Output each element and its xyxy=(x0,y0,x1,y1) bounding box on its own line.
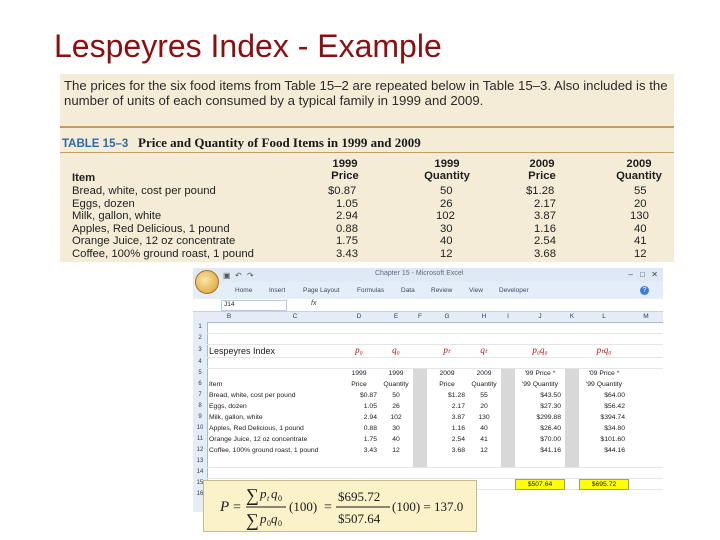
cell-item[interactable]: Bread, white, cost per pound xyxy=(209,392,296,399)
cell-header[interactable]: '99 Quantity xyxy=(521,381,559,388)
formula-result: (100) = 137.0 xyxy=(392,499,464,514)
cell-value: 50 xyxy=(440,185,453,197)
cell-value: 1.05 xyxy=(336,197,358,210)
header-line: Price xyxy=(331,170,359,182)
cell-value[interactable]: 1.75 xyxy=(363,436,377,443)
cell-value[interactable]: $394.74 xyxy=(600,414,625,421)
table-row xyxy=(60,210,674,223)
formula-num-sub-0: 0 xyxy=(278,494,282,503)
col-header-c[interactable]: C xyxy=(251,312,340,323)
row-header[interactable]: 4 xyxy=(193,357,208,369)
cell-value: 2.17 xyxy=(534,197,556,210)
cell-value: 26 xyxy=(440,197,453,210)
formula-den-sub-0: 0 xyxy=(267,519,271,528)
header-p1999 xyxy=(324,158,366,182)
header-p2009 xyxy=(522,158,562,182)
row-header[interactable]: 10 xyxy=(193,423,208,435)
cell-value[interactable]: 30 xyxy=(392,425,400,432)
cell-item: Apples, Red Delicious, 1 pound xyxy=(72,222,230,235)
formula-multiplier: (100) xyxy=(289,499,318,514)
tab-page-layout[interactable]: Page Layout xyxy=(303,287,340,294)
symbol-p0q0[interactable]: p₀q₀ xyxy=(532,345,548,355)
cell-item: Coffee, 100% ground roast, 1 pound xyxy=(72,247,254,260)
row-header[interactable]: 8 xyxy=(193,401,208,413)
title-bar xyxy=(193,268,663,282)
cell-value: 1.75 xyxy=(336,235,358,247)
cell-value[interactable]: 41 xyxy=(480,436,488,443)
close-icon[interactable]: ✕ xyxy=(651,270,658,279)
cell-value[interactable]: $43.50 xyxy=(540,392,561,399)
formula-bar xyxy=(193,299,663,312)
cell-value: 30 xyxy=(440,222,453,235)
tab-home[interactable]: Home xyxy=(235,287,253,294)
row-header[interactable]: 9 xyxy=(193,412,208,424)
window-title: Chapter 15 - Microsoft Excel xyxy=(375,270,464,277)
formula-num-q: q xyxy=(271,486,278,501)
formula-num-sub-t: t xyxy=(267,494,270,503)
cell-value[interactable]: $41.16 xyxy=(540,447,561,454)
cell-header[interactable]: 1999 xyxy=(351,370,367,377)
row-header[interactable]: 15 xyxy=(193,478,208,490)
header-q1999 xyxy=(420,158,474,182)
shaded-column xyxy=(413,368,427,468)
formula-numerator-value: $695.72 xyxy=(338,489,381,504)
col-header-i[interactable]: I xyxy=(501,312,516,323)
cell-header[interactable]: Quantity xyxy=(471,381,497,388)
cell-item: Milk, gallon, white xyxy=(72,210,162,222)
formula-denominator-value: $507.64 xyxy=(338,511,381,526)
tab-formulas[interactable]: Formulas xyxy=(357,287,385,294)
formula-den-p: p xyxy=(260,511,267,526)
row-header[interactable]: 2 xyxy=(193,333,208,345)
textbook-excerpt xyxy=(60,74,674,262)
cell-value: 40 xyxy=(634,222,647,235)
row-header[interactable]: 14 xyxy=(193,467,208,479)
table-row xyxy=(60,198,674,211)
cell-value[interactable]: 20 xyxy=(480,403,488,410)
cell-value[interactable]: $299.88 xyxy=(536,414,561,421)
col-header-l[interactable]: L xyxy=(579,312,630,323)
cell-value: 130 xyxy=(630,210,649,222)
tab-data[interactable]: Data xyxy=(401,287,415,294)
cell-value[interactable]: $44.16 xyxy=(604,447,625,454)
cell-item[interactable]: Orange Juice, 12 oz concentrate xyxy=(209,436,308,443)
table-title: Price and Quantity of Food Items in 1999 and 2009 xyxy=(138,135,421,150)
ribbon-tabs xyxy=(193,282,663,300)
cell-value[interactable]: $70.00 xyxy=(540,436,561,443)
gridline xyxy=(207,467,663,468)
cell-header[interactable]: Quantity xyxy=(383,381,409,388)
table-number: TABLE 15–3 xyxy=(62,138,129,150)
formula-equals: = xyxy=(233,500,241,515)
sum-symbol: ∑ xyxy=(246,485,259,505)
row-header[interactable]: 5 xyxy=(193,368,208,380)
symbol-q0[interactable]: q₀ xyxy=(392,345,400,355)
cell-header[interactable]: Price xyxy=(351,381,367,388)
gridline xyxy=(207,368,663,369)
cell-header[interactable]: '99 Price * xyxy=(524,370,556,377)
cell-value[interactable]: 130 xyxy=(478,414,490,421)
cell-header[interactable]: '99 Quantity xyxy=(585,381,623,388)
col-header-j[interactable]: J xyxy=(515,312,566,323)
header-line: Quantity xyxy=(424,170,470,182)
cell-value[interactable]: 12 xyxy=(392,447,400,454)
intro-text: The prices for the six food items from Table 15–2 are repeated below in Table 15–3. Also included is the number of units of each consumed by a typical family in 1999 and 2009. xyxy=(64,78,668,108)
symbol-pt[interactable]: pₜ xyxy=(443,345,451,355)
cell-value: 12 xyxy=(440,247,453,260)
cell-value[interactable]: $0.87 xyxy=(359,392,377,399)
header-line: 2009 xyxy=(626,158,652,170)
cell-item[interactable]: Coffee, 100% ground roast, 1 pound xyxy=(209,447,319,454)
col-header-m[interactable]: M xyxy=(629,312,663,323)
formula-num-p: p xyxy=(260,486,267,501)
cell-value: 2.94 xyxy=(336,210,358,222)
tab-view[interactable]: View xyxy=(469,287,483,294)
cell-value[interactable]: 3.43 xyxy=(363,447,377,454)
header-line: Quantity xyxy=(616,170,662,182)
symbol-qt[interactable]: qₜ xyxy=(480,345,488,355)
row-header[interactable]: 6 xyxy=(193,379,208,391)
cell-value: 41 xyxy=(634,235,647,247)
cell-value: 0.88 xyxy=(336,222,358,235)
cell-value: $1.28 xyxy=(526,185,555,197)
cell-header[interactable]: Price xyxy=(439,381,455,388)
header-line: Price xyxy=(528,170,556,182)
minimize-icon[interactable]: – xyxy=(628,270,633,279)
header-line: 1999 xyxy=(332,158,358,170)
cell-value[interactable]: 2.94 xyxy=(363,414,377,421)
cell-value: 2.54 xyxy=(534,235,556,247)
cell-value[interactable]: 102 xyxy=(390,414,402,421)
cell-value[interactable]: 3.68 xyxy=(451,447,465,454)
gridline xyxy=(207,333,663,334)
row-header[interactable]: 16 xyxy=(193,489,208,512)
save-icon[interactable]: ▣ xyxy=(223,271,231,280)
cell-item: Eggs, dozen xyxy=(72,197,135,210)
cell-value: 102 xyxy=(436,210,455,222)
shaded-column xyxy=(501,368,515,468)
cell-header[interactable]: 2009 xyxy=(439,370,455,377)
cell-item[interactable]: Milk, gallon, white xyxy=(209,414,263,421)
col-header-b[interactable]: B xyxy=(207,312,252,323)
fx-icon[interactable]: fx xyxy=(311,300,317,307)
undo-icon[interactable]: ↶ xyxy=(235,271,242,280)
cell-header[interactable]: Item xyxy=(209,381,223,388)
cell-value[interactable]: $101.60 xyxy=(600,436,625,443)
sheet-title[interactable]: Lespeyres Index xyxy=(209,346,276,356)
cell-value: $0.87 xyxy=(328,185,357,197)
excel-window xyxy=(193,268,663,512)
shaded-column xyxy=(565,368,579,468)
col-header-g[interactable]: G xyxy=(427,312,468,323)
cell-value: 20 xyxy=(634,197,647,210)
sum-symbol: ∑ xyxy=(246,510,259,530)
row-header[interactable]: 11 xyxy=(193,434,208,446)
row-header[interactable]: 12 xyxy=(193,445,208,457)
slide-title: Lespeyres Index - Example xyxy=(54,28,442,64)
cell-value[interactable]: $64.00 xyxy=(604,392,625,399)
cell-value[interactable]: 1.16 xyxy=(451,425,465,432)
cell-value[interactable]: 3.87 xyxy=(451,414,465,421)
col-header-f[interactable]: F xyxy=(413,312,428,323)
divider xyxy=(60,126,674,128)
header-item: Item xyxy=(72,172,96,184)
tab-developer[interactable]: Developer xyxy=(499,287,529,294)
cell-value: 1.16 xyxy=(534,222,556,235)
cell-value[interactable]: 1.05 xyxy=(363,403,377,410)
formula-equals: = xyxy=(324,500,332,515)
cell-value: 12 xyxy=(634,247,647,260)
symbol-p0[interactable]: p₀ xyxy=(355,345,363,355)
cell-value: 40 xyxy=(440,235,453,247)
col-header-k[interactable]: K xyxy=(565,312,580,323)
cell-item[interactable]: Eggs, dozen xyxy=(209,403,247,410)
office-button[interactable] xyxy=(195,270,219,294)
tab-insert[interactable]: Insert xyxy=(269,287,286,294)
cell-item[interactable]: Apples, Red Delicious, 1 pound xyxy=(209,425,304,432)
table-row xyxy=(60,248,674,261)
divider xyxy=(60,152,674,153)
formula-graphic xyxy=(204,481,476,531)
cell-value[interactable]: $56.42 xyxy=(604,403,625,410)
cell-item: Bread, white, cost per pound xyxy=(72,185,216,197)
cell-value[interactable]: 0.88 xyxy=(363,425,377,432)
row-header[interactable]: 1 xyxy=(193,322,208,334)
table-caption xyxy=(62,135,421,151)
symbol-ptq0[interactable]: pₜq₀ xyxy=(596,345,612,355)
help-icon[interactable]: ? xyxy=(640,286,649,295)
tab-review[interactable]: Review xyxy=(431,287,453,294)
cell-header[interactable]: '09 Price * xyxy=(588,370,620,377)
total-ptq0[interactable]: $695.72 xyxy=(579,479,629,490)
formula-box xyxy=(203,480,477,532)
cell-item: Orange Juice, 12 oz concentrate xyxy=(72,235,236,247)
cell-value[interactable]: 26 xyxy=(392,403,400,410)
col-header-d[interactable]: D xyxy=(339,312,380,323)
maximize-icon[interactable]: □ xyxy=(640,270,645,279)
cell-value[interactable]: 50 xyxy=(392,392,400,399)
row-header[interactable]: 7 xyxy=(193,390,208,402)
cell-value[interactable]: $1.28 xyxy=(447,392,465,399)
gridline xyxy=(207,357,663,358)
header-line: 1999 xyxy=(434,158,460,170)
table-row xyxy=(60,185,674,198)
cell-header[interactable]: 1999 xyxy=(388,370,404,377)
formula-den-q: q xyxy=(271,511,278,526)
cell-value[interactable]: $26.40 xyxy=(540,425,561,432)
cell-value[interactable]: 2.17 xyxy=(451,403,465,410)
row-header[interactable]: 13 xyxy=(193,456,208,468)
cell-value[interactable]: 40 xyxy=(480,425,488,432)
row-header[interactable]: 3 xyxy=(193,344,208,358)
cell-value: 3.68 xyxy=(534,247,556,260)
header-line: 2009 xyxy=(529,158,555,170)
cell-value: 55 xyxy=(634,185,647,197)
cell-header[interactable]: 2009 xyxy=(476,370,492,377)
formula-lhs: P xyxy=(220,499,230,515)
table-row xyxy=(60,223,674,236)
table-row xyxy=(60,235,674,248)
col-header-e[interactable]: E xyxy=(379,312,414,323)
total-p0q0[interactable]: $507.64 xyxy=(515,479,565,490)
header-q2009 xyxy=(612,158,666,182)
cell-value[interactable]: 2.54 xyxy=(451,436,465,443)
formula-den-sub-0: 0 xyxy=(278,519,282,528)
cell-value[interactable]: $34.80 xyxy=(604,425,625,432)
cell-value[interactable]: 40 xyxy=(392,436,400,443)
cell-value: 3.87 xyxy=(534,210,556,222)
cell-value[interactable]: 55 xyxy=(480,392,488,399)
cell-value[interactable]: $27.30 xyxy=(540,403,561,410)
col-header-h[interactable]: H xyxy=(467,312,502,323)
redo-icon[interactable]: ↷ xyxy=(247,271,254,280)
cell-value[interactable]: 12 xyxy=(480,447,488,454)
cell-value: 3.43 xyxy=(336,247,358,260)
name-box[interactable]: J14 xyxy=(221,300,287,311)
